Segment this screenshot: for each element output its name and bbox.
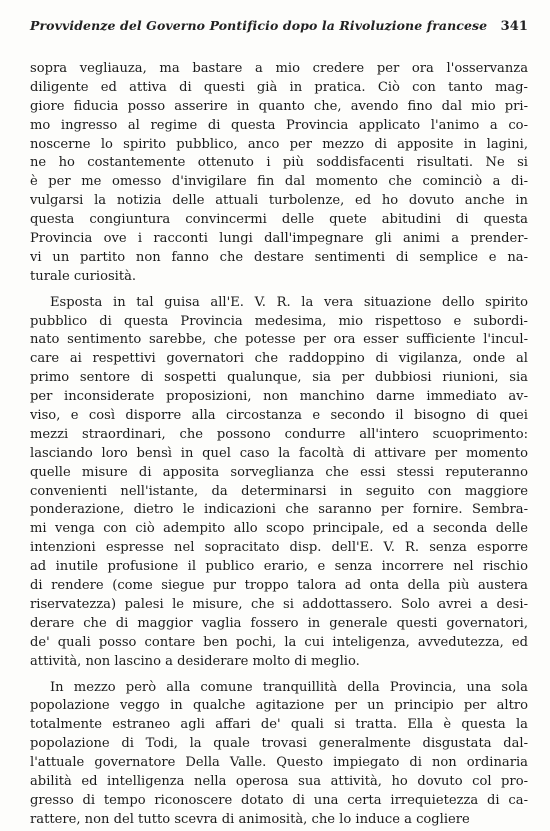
text-line: totalmente estraneo agli affari de' quali si tratta. Ella è questa la (30, 717, 528, 733)
text-line: viso, e così disporre alla circostanza e secondo il bisogno di quei (30, 408, 528, 424)
paragraph-3 (30, 679, 528, 830)
text-line: ponderazione, dietro le indicazioni che saranno per fornire. Sembra- (30, 502, 528, 518)
text-line: primo sentore di sospetti qualunque, sia per dubbiosi riunioni, sia (30, 370, 528, 386)
text-line: per inconsiderate proposizioni, non manchino darne immediato av- (30, 389, 528, 405)
text-line: vi un partito non fanno che destare sentimenti di semplice e na- (30, 249, 528, 265)
text-line: riservatezza) palesi le misure, che si addottassero. Solo avrei a desi- (30, 596, 528, 612)
text-line: attività, non lascino a desiderare molto di meglio. (30, 653, 360, 669)
text-line: turale curiosità. (30, 268, 137, 284)
text-line: ne ho costantemente ottenuto i più soddisfacenti risultati. Ne si (30, 155, 528, 171)
text-line: care ai respettivi governatori che raddoppino di vigilanza, onde al (30, 351, 528, 367)
text-line: popolazione veggo in qualche agitazione per un principio per altro (30, 698, 528, 714)
running-header (30, 18, 528, 34)
text-line: quelle misure di apposita sorveglianza che essi stessi reputeranno (30, 464, 528, 480)
text-line: ad inutile profusione il publico erario, e senza incorrere nel rischio (30, 559, 528, 575)
text-line: giore fiducia posso asserire in quanto che, avendo fino dal mio pri- (30, 98, 528, 114)
text-line: diligente ed attiva di questi già in pratica. Ciò con tanto mag- (30, 79, 528, 95)
text-line: Provincia ove i racconti lungi dall'impegnare gli animi a prender- (30, 231, 528, 247)
running-title: Provvidenze del Governo Pontificio dopo la Rivoluzione francese (30, 18, 488, 33)
text-line: questa congiuntura convincermi delle quete abitudini di questa (30, 212, 528, 228)
text-line: intenzioni espresse nel sopracitato disp. dell'E. V. R. senza esporre (30, 540, 528, 556)
text-line: l'attuale governatore Della Valle. Questo impiegato di non ordinaria (30, 755, 528, 771)
text-line: mezzi straordinari, che possono condurre all'intero scuoprimento: (30, 426, 528, 442)
page-number: 341 (500, 19, 528, 34)
text-line: In mezzo però alla comune tranquillità della Provincia, una sola (50, 679, 528, 695)
body-text (30, 60, 528, 830)
text-line: popolazione di Todi, la quale trovasi generalmente disgustata dal- (30, 736, 528, 752)
text-line: pubblico di questa Provincia medesima, mio rispettoso e subordi- (30, 313, 528, 329)
text-line: di rendere (come siegue pur troppo talora ad onta della più austera (30, 578, 528, 594)
text-line: rattere, non del tutto scevra di animosità, che lo induce a cogliere (30, 811, 470, 827)
text-line: vulgarsi la notizia delle attuali turbolenze, ed ho dovuto anche in (30, 193, 528, 209)
text-line: derare che di maggior vaglia fossero in generale questi governatori, (30, 615, 528, 631)
text-line: mo ingresso al regime di questa Provincia applicato l'animo a co- (30, 117, 528, 133)
text-line: convenienti nell'istante, da determinarsi in seguito con maggiore (30, 483, 528, 499)
text-line: abilità ed intelligenza nella operosa sua attività, ho dovuto col pro- (30, 773, 528, 789)
text-line: de' quali posso contare ben pochi, la cui inteligenza, avvedutezza, ed (30, 634, 528, 650)
text-line: gresso di tempo riconoscere dotato di una certa irrequietezza di ca- (30, 792, 528, 808)
text-line: nato sentimento sarebbe, che potesse per ora esser sufficiente l'incul- (30, 332, 528, 348)
text-line: Esposta in tal guisa all'E. V. R. la vera situazione dello spirito (50, 294, 528, 310)
paragraph-2 (30, 294, 528, 672)
paragraph-1 (30, 60, 528, 287)
text-line: lasciando loro bensì in quel caso la facoltà di attivare per momento (30, 445, 528, 461)
text-line: è per me omesso d'invigilare fin dal momento che cominciò a di- (30, 174, 528, 190)
text-line: mi venga con ciò adempito allo scopo principale, ed a seconda delle (30, 521, 528, 537)
text-line: noscerne lo spirito pubblico, anco per mezzo di apposite in lagini, (30, 136, 528, 152)
text-line: sopra vegliauza, ma bastare a mio credere per ora l'osservanza (30, 61, 528, 76)
